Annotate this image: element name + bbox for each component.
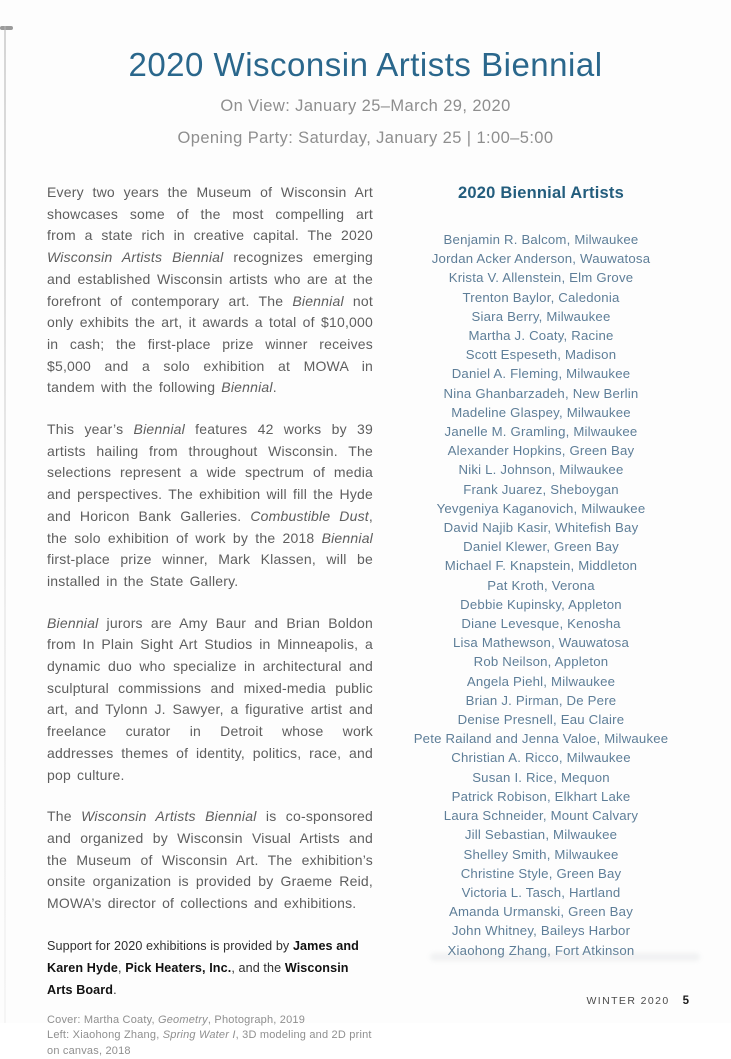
- scan-artifact-smudge: [430, 953, 700, 961]
- text-segment: Spring Water I: [162, 1029, 236, 1042]
- artist-list-item: Krista V. Allenstein, Elm Grove: [448, 270, 634, 286]
- text-segment: Geometry: [157, 1013, 208, 1026]
- credit-lines: [47, 1013, 373, 1059]
- article-paragraph: [47, 182, 373, 399]
- artist-list-item: Michael F. Knapstein, Middleton: [444, 558, 638, 574]
- artist-list-item: Diane Levesque, Kenosha: [461, 616, 621, 632]
- artist-list-item: Martha J. Coaty, Racine: [468, 328, 614, 344]
- text-segment: , 3D modeling and 2D print on canvas, 2018: [47, 1029, 372, 1057]
- artist-list-item: Benjamin R. Balcom, Milwaukee: [443, 232, 639, 247]
- text-segment: first-place prize winner, Mark Klassen, will be installed in the State Gallery.: [47, 551, 373, 589]
- text-segment: Wisconsin Artists Biennial: [81, 808, 257, 825]
- text-segment: Biennial: [221, 379, 273, 396]
- text-segment: Cover: Martha Coaty,: [47, 1013, 158, 1026]
- artist-list-item: Lisa Mathewson, Wauwatosa: [452, 635, 630, 651]
- text-segment: is co-sponsored and organized by Wisconsin Visual Artists and the Museum of Wisconsin Art. The exhibition’s onsite organization is provided by Graeme Reid, MOWA’s director of collections and exhibitions.: [47, 808, 373, 912]
- artist-list-item: Debbie Kupinsky, Appleton: [460, 596, 622, 612]
- text-segment: , and the: [231, 960, 285, 975]
- artist-list-item: Scott Espeseth, Madison: [465, 347, 617, 363]
- text-segment: James and Karen Hyde: [47, 938, 359, 975]
- text-segment: recognizes emerging and established Wisconsin artists who are at the forefront of contemporary art. The: [47, 249, 373, 309]
- artist-list-item: Madeline Glaspey, Milwaukee: [451, 404, 631, 420]
- scan-artifact-corner: [0, 26, 13, 30]
- article-paragraph: [47, 613, 373, 787]
- text-segment: This year’s: [47, 421, 134, 438]
- text-segment: Support for 2020 exhibitions is provided by: [47, 938, 293, 953]
- artist-list-item: Siara Berry, Milwaukee: [471, 308, 611, 324]
- artist-list-item: Daniel A. Fleming, Milwaukee: [451, 366, 631, 382]
- artist-list: [389, 230, 693, 960]
- article-column: [47, 182, 373, 1059]
- page-title: 2020 Wisconsin Artists Biennial: [128, 46, 603, 83]
- artist-list-item: Nina Ghanbarzadeh, New Berlin: [443, 385, 639, 401]
- artist-list-item: Susan I. Rice, Mequon: [472, 769, 610, 785]
- page-header: [0, 0, 731, 148]
- text-segment: , Photograph, 2019: [207, 1013, 306, 1026]
- artist-list-item: Daniel Klewer, Green Bay: [463, 539, 619, 555]
- artist-list-item: Pat Kroth, Verona: [487, 577, 595, 593]
- text-segment: features 42 works by 39 artists hailing from throughout Wisconsin. The selections represent a wide spectrum of media and perspectives. The exhibition will fill the Hyde and Horicon Bank Galleries.: [47, 421, 373, 524]
- scan-artifact-left-edge: [4, 26, 6, 1023]
- text-segment: ,: [118, 960, 126, 975]
- artist-list-item: Trenton Baylor, Caledonia: [462, 289, 620, 305]
- artist-list-item: Victoria L. Tasch, Hartland: [461, 884, 621, 900]
- artist-list-item: Denise Presnell, Eau Claire: [457, 712, 625, 728]
- artist-list-item: Laura Schneider, Mount Calvary: [443, 808, 639, 824]
- credit-line: [47, 1028, 373, 1059]
- text-segment: Every two years the Museum of Wisconsin Art showcases some of the most compelling art from a state rich in creative capital. The 2020: [47, 184, 373, 244]
- text-segment: .: [113, 982, 117, 997]
- artist-list-item: Amanda Urmanski, Green Bay: [448, 904, 634, 920]
- text-segment: Wisconsin Arts Board: [47, 960, 349, 997]
- text-segment: .: [272, 379, 277, 396]
- text-segment: Combustible Dust: [250, 507, 369, 524]
- artist-list-item: Patrick Robison, Elkhart Lake: [451, 788, 631, 804]
- artist-list-item: Christian A. Ricco, Milwaukee: [451, 750, 631, 766]
- artist-list-item: John Whitney, Baileys Harbor: [451, 923, 631, 939]
- page-footer: [587, 995, 690, 1007]
- footer-page-number: 5: [682, 995, 689, 1007]
- artist-list-item: Yevgeniya Kaganovich, Milwaukee: [436, 500, 646, 516]
- artist-list-item: Alexander Hopkins, Green Bay: [447, 443, 635, 459]
- text-segment: Wisconsin Artists Biennial: [47, 249, 224, 266]
- text-segment: Biennial: [47, 614, 99, 631]
- article-paragraph: [47, 419, 373, 593]
- artist-list-item: Jill Sebastian, Milwaukee: [464, 827, 618, 843]
- artist-list-item: Rob Neilson, Appleton: [473, 654, 609, 670]
- artists-heading: 2020 Biennial Artists: [458, 184, 624, 202]
- text-segment: Pick Heaters, Inc.: [125, 960, 232, 975]
- on-view-dates: On View: January 25–March 29, 2020: [220, 97, 511, 115]
- text-segment: jurors are Amy Baur and Brian Boldon from In Plain Sight Art Studios in Minneapolis, a dynamic duo who specialize in architectural and sculptural commissions and mixed-media public art, and Tylonn J. Sawyer, a figurative artist and freelance curator in Detroit whose work addresses themes of identity, politics, race, and pop culture.: [47, 614, 373, 783]
- artists-column: [389, 182, 693, 1059]
- text-segment: not only exhibits the art, it awards a total of $10,000 in cash; the first-place prize winner receives $5,000 and a solo exhibition at MOWA in tandem with the following: [47, 292, 373, 396]
- support-note: [47, 935, 373, 1001]
- text-segment: Biennial: [292, 292, 344, 309]
- artist-list-item: Xiaohong Zhang, Fort Atkinson: [447, 942, 635, 958]
- artist-list-item: Frank Juarez, Sheboygan: [463, 481, 619, 497]
- text-segment: Left: Xiaohong Zhang,: [47, 1029, 163, 1042]
- footer-issue: WINTER 2020: [586, 995, 670, 1007]
- content-columns: [0, 182, 731, 1059]
- artist-list-item: Pete Railand and Jenna Valoe, Milwaukee: [413, 731, 669, 747]
- artist-list-item: Jordan Acker Anderson, Wauwatosa: [431, 251, 651, 267]
- artist-list-item: David Najib Kasir, Whitefish Bay: [443, 520, 639, 536]
- text-segment: Biennial: [321, 529, 373, 546]
- artist-list-item: Niki L. Johnson, Milwaukee: [458, 462, 624, 478]
- artist-list-item: Janelle M. Gramling, Milwaukee: [444, 424, 638, 440]
- article-body: [47, 182, 373, 915]
- artist-list-item: Angela Piehl, Milwaukee: [466, 673, 616, 689]
- opening-party-info: Opening Party: Saturday, January 25 | 1:00–5:00: [177, 129, 554, 147]
- text-segment: , the solo exhibition of work by the 2018: [47, 507, 373, 546]
- article-paragraph: [47, 806, 373, 915]
- text-segment: The: [47, 808, 82, 825]
- credit-line: [47, 1013, 373, 1029]
- artist-list-item: Christine Style, Green Bay: [460, 865, 622, 881]
- text-segment: Biennial: [133, 421, 185, 438]
- artist-list-item: Shelley Smith, Milwaukee: [463, 846, 619, 862]
- artist-list-item: Brian J. Pirman, De Pere: [465, 692, 617, 708]
